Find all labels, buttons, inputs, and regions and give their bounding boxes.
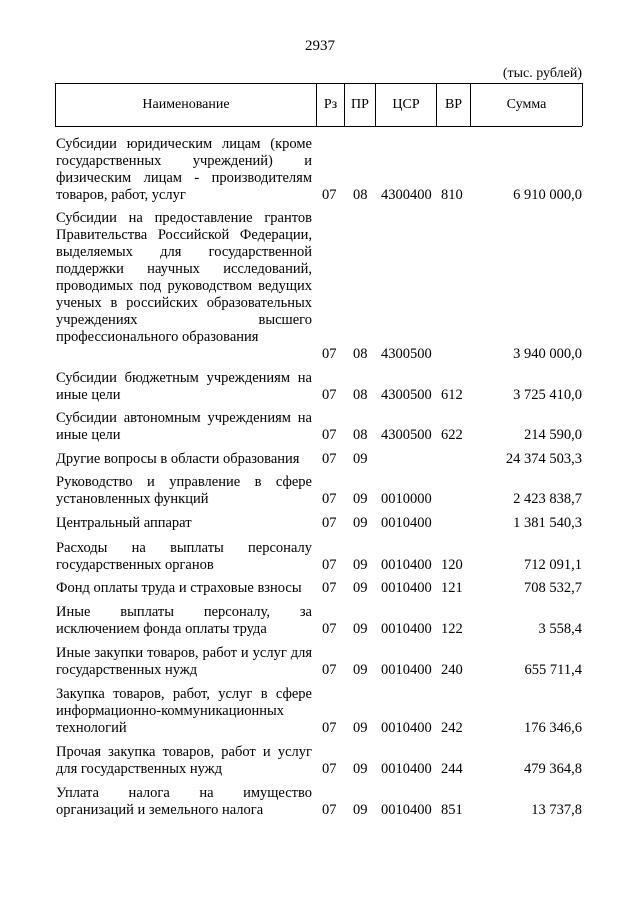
row-rz: 07 xyxy=(322,427,337,443)
row-sum: 6 910 000,0 xyxy=(513,187,582,203)
header-pr: ПР xyxy=(351,97,369,112)
row-pr: 08 xyxy=(353,387,368,403)
row-rz: 07 xyxy=(322,802,337,818)
row-name: Расходы на выплаты персоналу государственных органов xyxy=(56,540,312,573)
row-rz: 07 xyxy=(322,187,337,203)
row-name: Субсидии автономным учреждениям на иные цели xyxy=(56,410,312,443)
row-sum: 708 532,7 xyxy=(524,580,582,596)
row-rz: 07 xyxy=(322,662,337,678)
row-rz: 07 xyxy=(322,491,337,507)
row-rz: 07 xyxy=(322,557,337,573)
row-sum: 3 725 410,0 xyxy=(513,387,582,403)
row-sum: 3 940 000,0 xyxy=(513,346,582,362)
row-sum: 13 737,8 xyxy=(531,802,582,818)
row-vr: 121 xyxy=(441,580,463,596)
header-divider xyxy=(582,83,583,126)
row-sum: 176 346,6 xyxy=(524,720,582,736)
row-sum: 712 091,1 xyxy=(524,557,582,573)
row-vr: 612 xyxy=(441,387,463,403)
row-name: Центральный аппарат xyxy=(56,515,192,531)
header-bottom-rule xyxy=(55,126,582,127)
row-csr: 0010000 xyxy=(381,491,432,507)
row-vr: 244 xyxy=(441,761,463,777)
row-sum: 479 364,8 xyxy=(524,761,582,777)
row-name: Фонд оплаты труда и страховые взносы xyxy=(56,580,302,596)
row-rz: 07 xyxy=(322,387,337,403)
row-pr: 09 xyxy=(353,451,368,467)
row-pr: 09 xyxy=(353,491,368,507)
row-name: Закупка товаров, работ, услуг в сфере информационно-коммуникационных технологий xyxy=(56,686,312,736)
row-name: Субсидии юридическим лицам (кроме государственных учреждений) и физическим лицам - производителям товаров, работ, услуг xyxy=(56,136,312,203)
row-sum: 1 381 540,3 xyxy=(513,515,582,531)
row-name: Другие вопросы в области образования xyxy=(56,451,300,467)
row-pr: 09 xyxy=(353,761,368,777)
row-vr: 240 xyxy=(441,662,463,678)
row-csr: 4300500 xyxy=(381,387,432,403)
header-rz: Рз xyxy=(323,97,338,112)
header-top-rule xyxy=(55,83,582,84)
row-csr: 0010400 xyxy=(381,557,432,573)
row-rz: 07 xyxy=(322,346,337,362)
row-csr: 4300500 xyxy=(381,427,432,443)
row-vr: 120 xyxy=(441,557,463,573)
row-pr: 09 xyxy=(353,662,368,678)
row-sum: 2 423 838,7 xyxy=(513,491,582,507)
row-csr: 0010400 xyxy=(381,802,432,818)
row-pr: 09 xyxy=(353,557,368,573)
row-rz: 07 xyxy=(322,720,337,736)
row-pr: 08 xyxy=(353,427,368,443)
row-name: Иные выплаты персоналу, за исключением фонда оплаты труда xyxy=(56,604,312,637)
row-vr: 851 xyxy=(441,802,463,818)
header-vr: ВР xyxy=(444,97,463,112)
row-rz: 07 xyxy=(322,515,337,531)
row-vr: 242 xyxy=(441,720,463,736)
row-rz: 07 xyxy=(322,451,337,467)
row-pr: 09 xyxy=(353,720,368,736)
row-csr: 0010400 xyxy=(381,515,432,531)
row-name: Уплата налога на имущество организаций и земельного налога xyxy=(56,785,312,818)
row-pr: 09 xyxy=(353,802,368,818)
row-name: Руководство и управление в сфере установленных функций xyxy=(56,474,312,507)
row-name: Субсидии бюджетным учреждениям на иные цели xyxy=(56,370,312,403)
row-csr: 0010400 xyxy=(381,621,432,637)
header-name: Наименование xyxy=(142,97,230,112)
row-pr: 09 xyxy=(353,621,368,637)
header-sum: Сумма xyxy=(506,97,547,112)
row-name: Субсидии на предоставление грантов Правительства Российской Федерации, выделяемых для государственной поддержки научных исследований, проводимых под руководством ведущих ученых в российских образовательных учреждениях высшего профессионального образования xyxy=(56,210,312,345)
row-rz: 07 xyxy=(322,761,337,777)
row-csr: 0010400 xyxy=(381,662,432,678)
units-note: (тыс. рублей) xyxy=(502,66,582,81)
row-pr: 08 xyxy=(353,187,368,203)
row-sum: 3 558,4 xyxy=(538,621,582,637)
row-csr: 0010400 xyxy=(381,580,432,596)
row-pr: 09 xyxy=(353,515,368,531)
row-csr: 4300400 xyxy=(381,187,432,203)
row-sum: 24 374 503,3 xyxy=(505,451,582,467)
page-number: 2937 xyxy=(305,38,335,54)
row-pr: 09 xyxy=(353,580,368,596)
row-sum: 214 590,0 xyxy=(524,427,582,443)
row-rz: 07 xyxy=(322,580,337,596)
row-name: Прочая закупка товаров, работ и услуг для государственных нужд xyxy=(56,744,312,777)
row-vr: 122 xyxy=(441,621,463,637)
row-csr: 4300500 xyxy=(381,346,432,362)
row-sum: 655 711,4 xyxy=(524,662,582,678)
header-csr: ЦСР xyxy=(392,97,420,112)
row-vr: 810 xyxy=(441,187,463,203)
row-name: Иные закупки товаров, работ и услуг для государственных нужд xyxy=(56,645,312,678)
row-vr: 622 xyxy=(441,427,463,443)
row-rz: 07 xyxy=(322,621,337,637)
row-csr: 0010400 xyxy=(381,720,432,736)
row-csr: 0010400 xyxy=(381,761,432,777)
row-pr: 08 xyxy=(353,346,368,362)
